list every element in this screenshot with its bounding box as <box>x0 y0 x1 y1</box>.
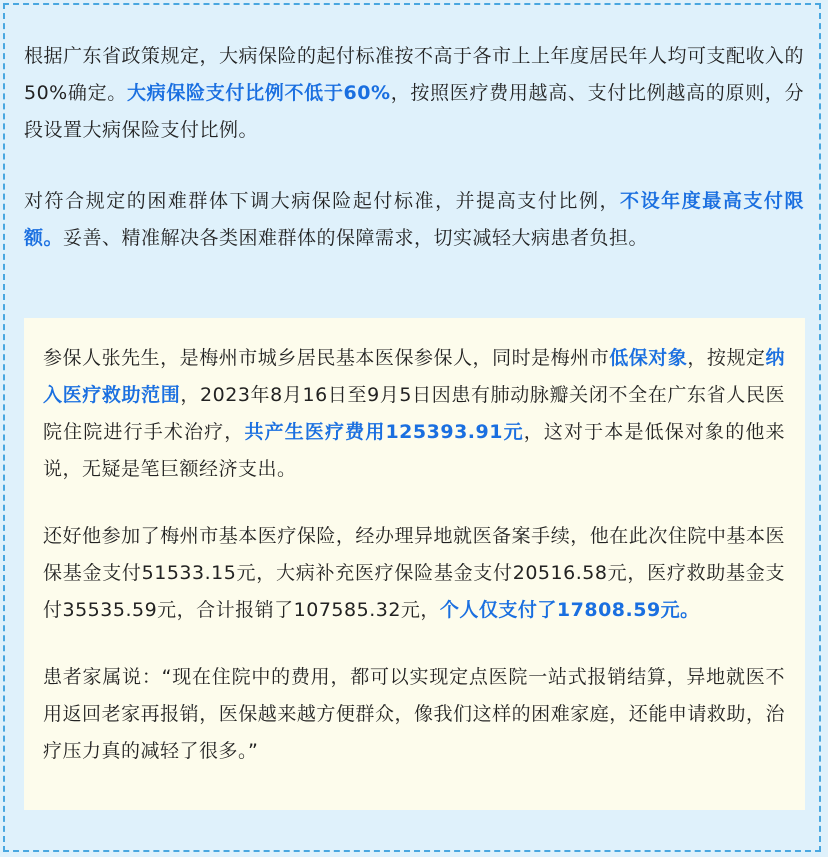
text-run: ，这对于本是低保对象的他来说，无疑是笔巨额经济支出。 <box>43 421 785 480</box>
text-run: ，按照医疗费用越高、支付比例越高的原则，分段设置大病保险支付比例。 <box>24 82 804 141</box>
text-run: 对符合规定的困难群体下调大病保险起付标准，并提高支付比例， <box>24 190 621 212</box>
highlight-text: 不设年度最高支付限额。 <box>24 190 804 249</box>
highlight-text: 共产生医疗费用125393.91元 <box>244 421 524 443</box>
text-run: 根据广东省政策规定，大病保险的起付标准按不高于各市上上年度居民年人均可支配收入的50%确定。 <box>24 45 805 104</box>
case-paragraph-2 <box>43 518 785 629</box>
policy-section <box>24 38 804 257</box>
quote-text: 患者家属说：“现在住院中的费用，都可以实现定点医院一站式报销结算，异地就医不用返回老家再报销，医保越来越方便群众，像我们这样的困难家庭，还能申请救助，治疗压力真的减轻了很多。” <box>43 666 785 762</box>
text-run: ，按规定 <box>687 347 766 369</box>
highlight-text: 个人仅支付了17808.59元。 <box>439 599 700 621</box>
case-box <box>24 318 805 810</box>
highlight-text: 大病保险支付比例不低于60% <box>126 82 391 104</box>
highlight-text: 低保对象 <box>609 347 688 369</box>
policy-paragraph-2 <box>24 183 804 257</box>
text-run: 妥善、精准解决各类困难群体的保障需求，切实减轻大病患者负担。 <box>63 227 649 249</box>
text-run: 还好他参加了梅州市基本医疗保险，经办理异地就医备案手续，他在此次住院中基本医保基金支付51533.15元，大病补充医疗保险基金支付20516.58元，医疗救助基金支付35535.59元，合计报销了107585.32元， <box>43 525 785 621</box>
case-paragraph-1 <box>43 340 785 488</box>
highlight-text: 纳入医疗救助范围 <box>43 347 785 406</box>
policy-paragraph-1 <box>24 38 804 149</box>
case-paragraph-3 <box>43 659 785 770</box>
text-run: 参保人张先生，是梅州市城乡居民基本医保参保人，同时是梅州市 <box>43 347 610 369</box>
text-run: ，2023年8月16日至9月5日因患有肺动脉瓣关闭不全在广东省人民医院住院进行手术治疗， <box>43 384 785 443</box>
